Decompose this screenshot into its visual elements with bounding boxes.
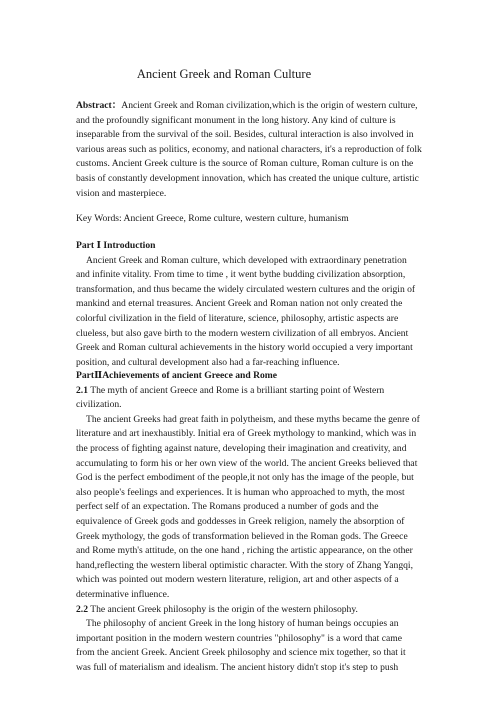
section-2-1-paragraph: The ancient Greeks had great faith in polytheism, and these myths became the genre of literature and art inexhaustibly. Initial era of Greek mythology to mankind, which was in the process of fighting against nature, developing their imagination and creativity, and accumulating to form his or her own view of the world. The ancient Greeks believed that God is the perfect embodiment of the people,it not only has the image of the people, but also people's feelings and experiences. It is human who approached to myth, the most perfect self of an expectation. The Romans produced a number of gods and the equivalence of Greek gods and goddesses in Greek religion, namely the absorption of Greek mythology, the gods of transformation believed in the Roman gods. The Greece and Rome myth's attitude, on the one hand , riching the artistic appearance, on the other hand,reflecting the western liberal optimistic character. With the story of Zhang Yangqi, which was pointed out modern western literature, religion, art and other aspects of a determinative influence. <box>76 413 420 600</box>
document-title: Ancient Greek and Roman Culture <box>136 67 312 81</box>
keywords-section <box>76 212 422 227</box>
section-2-1-title <box>76 384 422 413</box>
section-2-1-title-text: The myth of ancient Greece and Rome is a brilliant starting point of Western civilization. <box>76 384 385 411</box>
part2-section <box>76 369 422 675</box>
keywords-text: Key Words: Ancient Greece, Rome culture, western culture, humanism <box>76 213 349 224</box>
section-2-2-title <box>76 603 422 618</box>
section-2-1-number: 2.1 <box>76 384 88 396</box>
abstract-text: Ancient Greek and Roman civilization,which is the origin of western culture, and the profoundly significant monument in the long history. Any kind of culture is inseparable from the survival of the soil. Besides, cultural interaction is also involved in various areas such as politics, economy, and national characters, it's a reproduction of folk customs. Ancient Greek culture is the source of Roman culture, Roman culture is on the basis of constantly development innovation, which has created the unique culture, artistic vision and masterpiece. <box>76 100 422 199</box>
section-2-2-paragraph: The philosophy of ancient Greek in the long history of human beings occupies an important position in the modern western countries "philosophy" is a word that came from the ancient Greek. Ancient Greek philosophy and science mix together, so that it was full of materialism and idealism. The ancient history didn't stop it's step to push <box>76 618 406 673</box>
part1-section <box>76 239 422 370</box>
section-2-2-number: 2.2 <box>76 603 88 615</box>
section-2-2-title-text: The ancient Greek philosophy is the origin of the western philosophy. <box>90 603 358 615</box>
abstract-label: Abstract： <box>76 100 122 111</box>
part1-heading: Part Ⅰ Introduction <box>76 240 156 251</box>
abstract-section <box>76 99 422 201</box>
part1-paragraph: Ancient Greek and Roman culture, which developed with extraordinary penetration and infinite vitality. From time to time , it went bythe budding civilization absorption, transformation, and thus became the widely circulated western cultures and the origin of mankind and eternal treasures. Ancient Greek and Roman nation not only created the colorful civilization in the field of literature, science, philosophy, artistic aspects are clueless, but also gave birth to the modern western civilization of all embryos. Ancient Greek and Roman cultural achievements in the history world occupied a very important position, and cultural development also had a far-reaching influence. <box>76 254 416 368</box>
part2-heading: PartⅡAchievements of ancient Greece and Rome <box>76 370 278 381</box>
